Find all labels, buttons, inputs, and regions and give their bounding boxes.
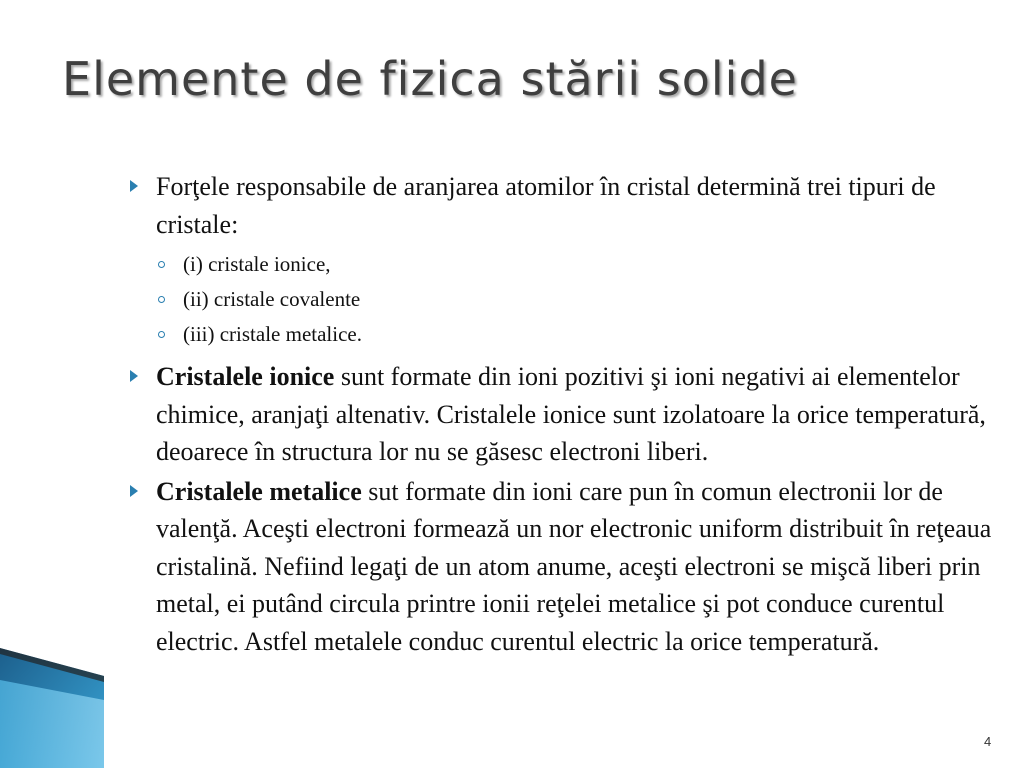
bullet-text: sut formate din ioni care pun în comun electronii lor de valenţă. Aceşti electroni formează un nor electronic uniform distribuit în reţeaua cristalină. Nefiind legaţi de un atom anume, aceşti electroni se mişcă liberi prin metal, ei putând circula printre ionii reţelei metalice şi pot conduce curentul electric. Astfel metalele conduc curentul electric la orice temperatură. <box>156 476 992 656</box>
bullet-term: Cristalele metalice <box>156 476 362 506</box>
circle-bullet-icon <box>158 331 165 338</box>
triangle-bullet-icon <box>130 180 138 192</box>
list-item <box>128 282 998 317</box>
bullet-ionic-crystals <box>128 358 998 471</box>
triangle-bullet-icon <box>130 485 138 497</box>
list-item <box>128 247 998 282</box>
bullet-crystal-types <box>128 168 998 243</box>
page-number: 4 <box>984 734 992 749</box>
bullet-term: Cristalele ionice <box>156 362 335 391</box>
crystal-types-list <box>128 247 998 352</box>
slide-title: Elemente de fizica stării solide <box>62 52 798 106</box>
list-item-text: (iii) cristale metalice. <box>183 322 362 346</box>
circle-bullet-icon <box>158 296 165 303</box>
list-item-text: (ii) cristale covalente <box>183 287 361 311</box>
triangle-bullet-icon <box>130 370 138 382</box>
slide-body <box>128 168 998 662</box>
list-item <box>128 317 998 352</box>
bullet-metallic-crystals <box>128 473 998 661</box>
bullet-text: Forţele responsabile de aranjarea atomilor în cristal determină trei tipuri de cristale: <box>156 172 936 239</box>
circle-bullet-icon <box>158 261 165 268</box>
bullet-text: sunt formate din ioni pozitivi şi ioni negativi ai elementelor chimice, aranjaţi altenativ. Cristalele ionice sunt izolatoare la orice temperatură, deoarece în structura lor nu se găsesc electroni liberi. <box>156 362 986 466</box>
corner-decoration <box>0 640 110 768</box>
list-item-text: (i) cristale ionice, <box>183 252 331 276</box>
